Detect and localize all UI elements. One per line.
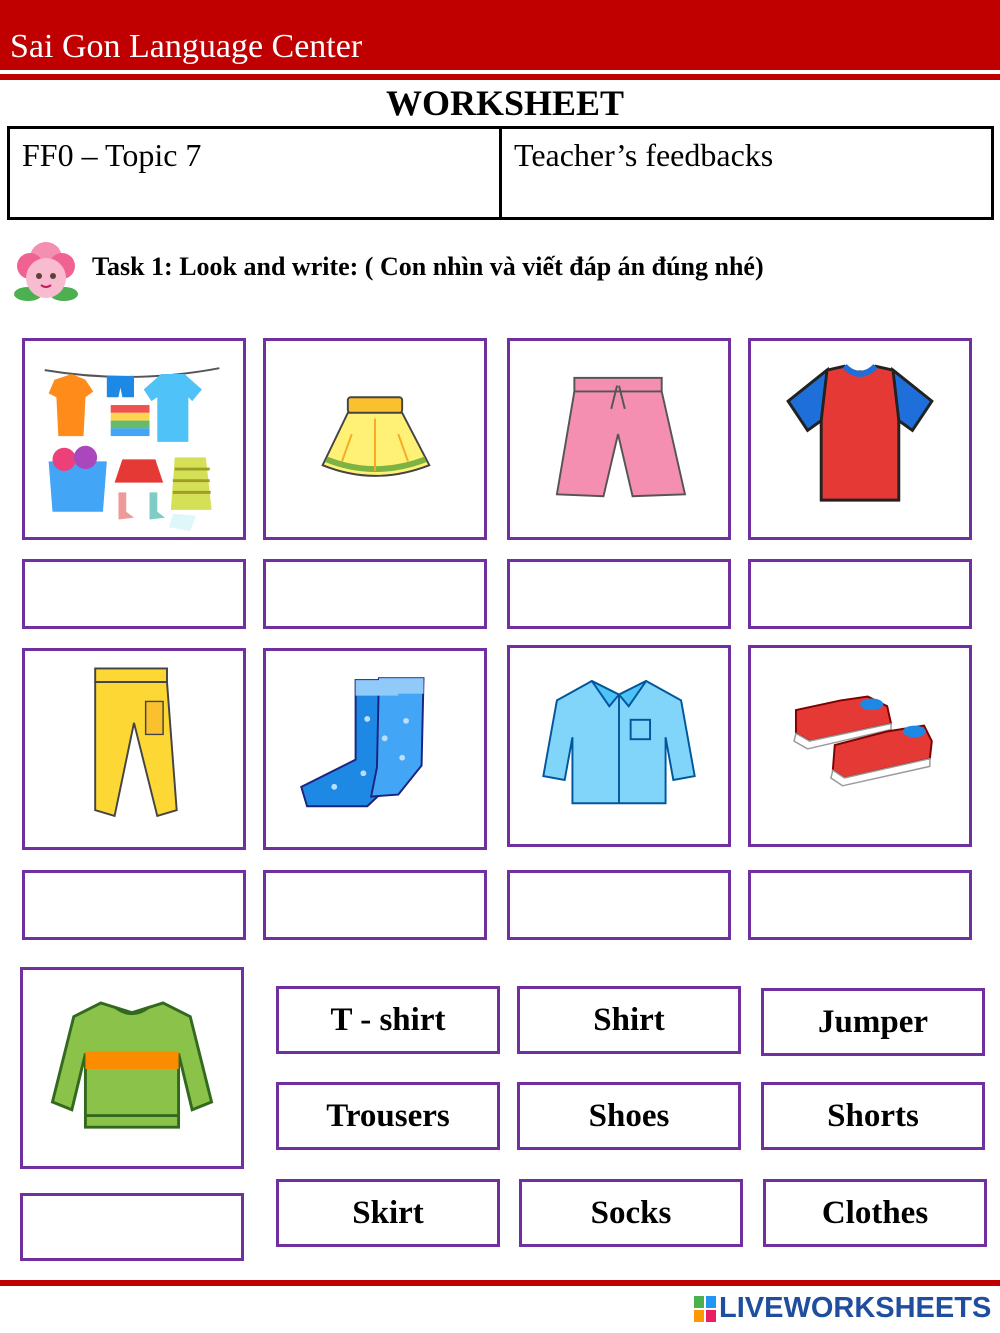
liveworksheets-logo[interactable] [694, 1292, 991, 1325]
shirt-icon [510, 648, 728, 844]
word-shorts: Shorts [761, 1082, 985, 1150]
footer-divider [0, 1280, 1000, 1286]
header-divider [0, 74, 1000, 80]
word-shoes: Shoes [517, 1082, 741, 1150]
answer-box[interactable] [507, 870, 731, 940]
teacher-feedback-cell: Teacher’s feedbacks [499, 129, 991, 217]
liveworksheets-logo-icon [694, 1294, 716, 1324]
socks-icon [266, 651, 484, 847]
answer-box[interactable] [22, 870, 246, 940]
picture-shorts [507, 338, 731, 540]
word-socks: Socks [519, 1179, 743, 1247]
worksheet-title: WORKSHEET [385, 83, 625, 123]
answer-box[interactable] [748, 559, 972, 629]
picture-socks [263, 648, 487, 850]
picture-jumper [20, 967, 244, 1169]
word-skirt: Skirt [276, 1179, 500, 1247]
picture-trousers [22, 648, 246, 850]
flower-icon [8, 236, 84, 308]
liveworksheets-brand: LIVEWORKSHEETS [719, 1292, 992, 1324]
info-table [7, 126, 994, 220]
picture-skirt [263, 338, 487, 540]
word-clothes: Clothes [763, 1179, 987, 1247]
topic-cell: FF0 – Topic 7 [22, 137, 202, 173]
answer-box[interactable] [263, 870, 487, 940]
picture-shoes [748, 645, 972, 847]
shorts-icon [510, 341, 728, 537]
picture-clothes [22, 338, 246, 540]
clothes-line-icon [25, 341, 243, 537]
task-title: Task 1: Look and write: ( Con nhìn và viết đáp án đúng nhé) [92, 252, 764, 281]
word-shirt: Shirt [517, 986, 741, 1054]
word-tshirt: T - shirt [276, 986, 500, 1054]
answer-box[interactable] [748, 870, 972, 940]
picture-tshirt [748, 338, 972, 540]
answer-box[interactable] [20, 1193, 244, 1261]
answer-box[interactable] [22, 559, 246, 629]
word-trousers: Trousers [276, 1082, 500, 1150]
center-name: Sai Gon Language Center [10, 28, 363, 65]
t-shirt-icon [751, 341, 969, 537]
answer-box[interactable] [263, 559, 487, 629]
answer-box[interactable] [507, 559, 731, 629]
word-jumper: Jumper [761, 988, 985, 1056]
skirt-icon [266, 341, 484, 537]
shoes-icon [751, 648, 969, 844]
picture-shirt [507, 645, 731, 847]
jumper-icon [23, 970, 241, 1166]
trousers-icon [25, 651, 243, 847]
